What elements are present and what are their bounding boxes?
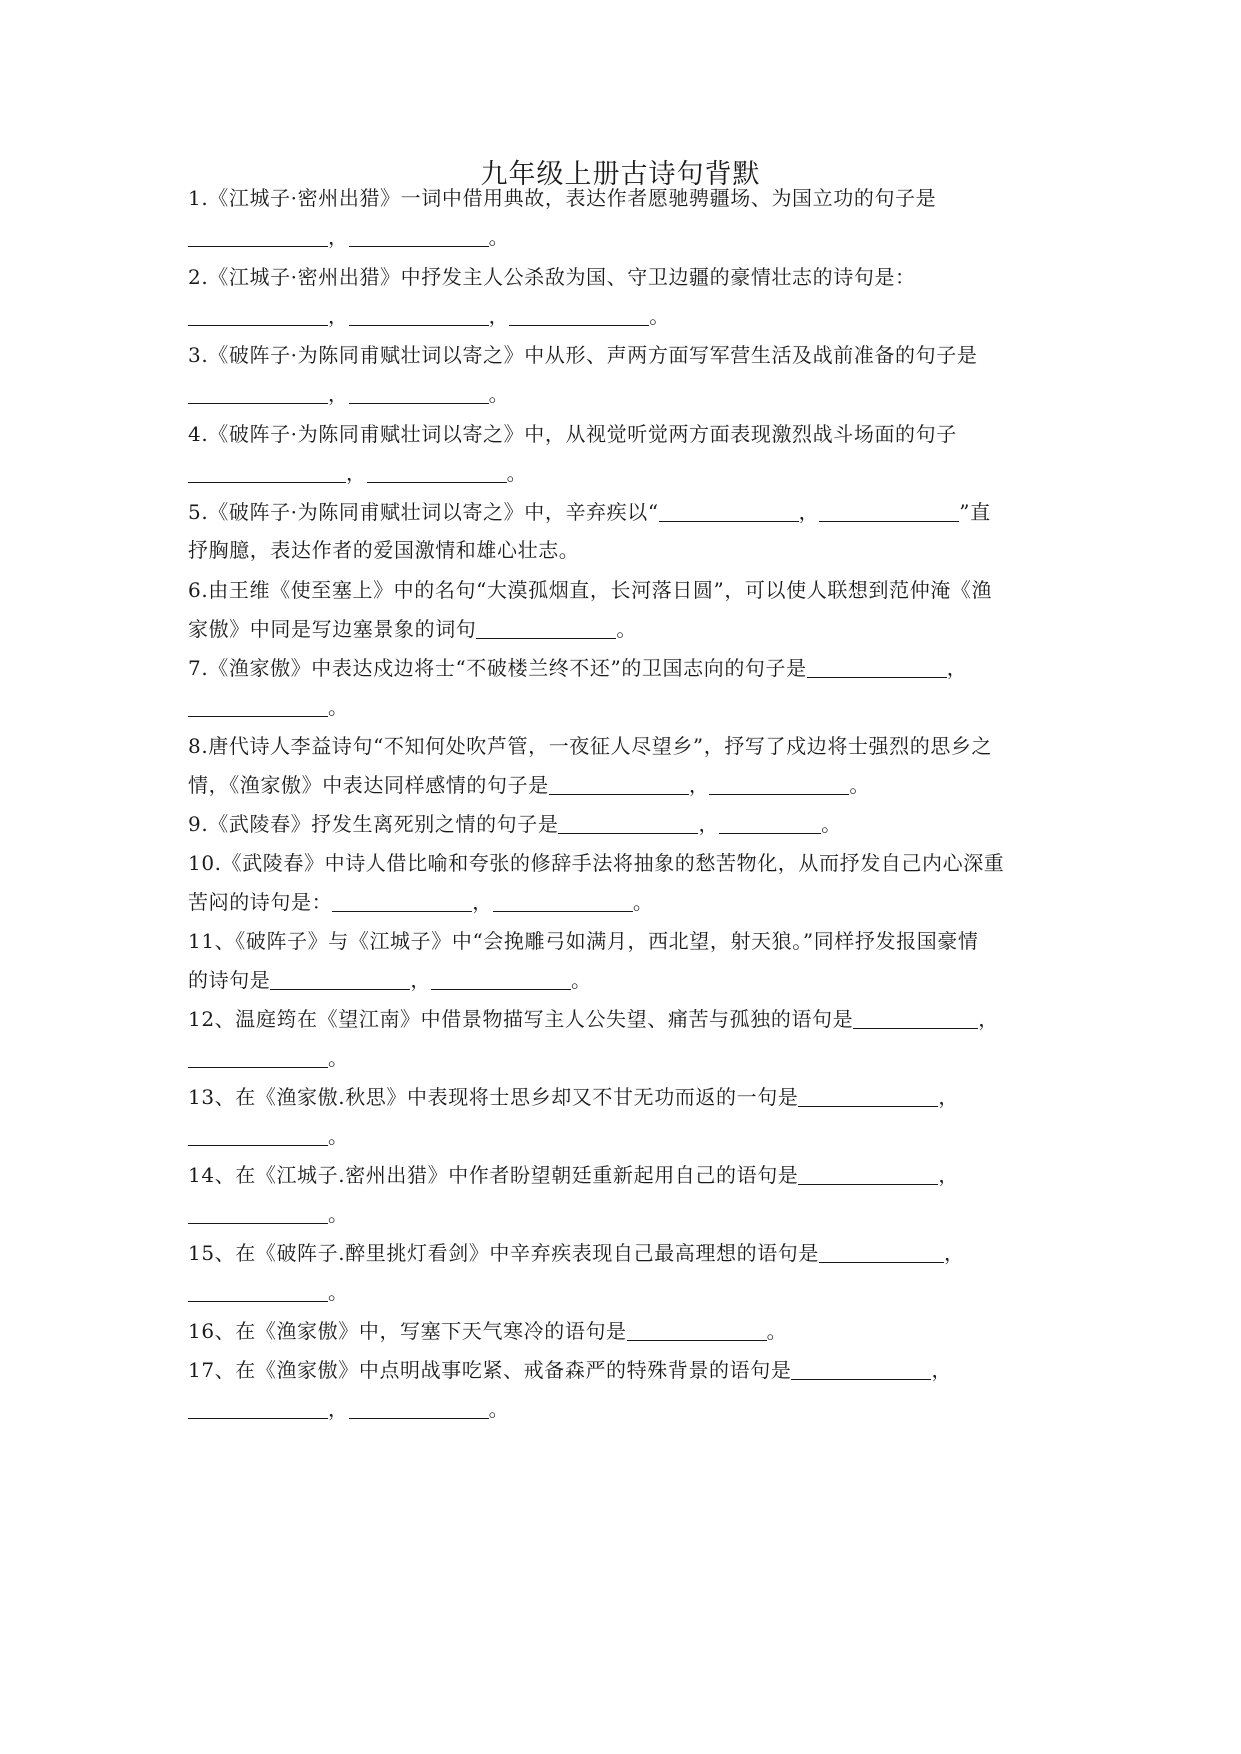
question-16: 16、在《渔家傲》中，写塞下天气寒冷的语句是 。 xyxy=(188,1319,788,1343)
answer-blank[interactable] xyxy=(188,1123,328,1146)
question-8-cont: 情，《渔家傲》中表达同样感情的句子是 ， 。 xyxy=(188,773,871,797)
answer-blank[interactable] xyxy=(709,772,849,795)
answer-line-2: ， ， 。 xyxy=(188,301,1058,331)
question-6-cont: 家傲》中同是写边塞景象的词句 。 xyxy=(188,617,638,641)
answer-blank[interactable] xyxy=(853,1006,978,1029)
question-8: 8.唐代诗人李益诗句“不知何处吹芦管，一夜征人尽望乡”，抒写了戍边将士强烈的思乡之 xyxy=(188,734,993,758)
answer-blank[interactable] xyxy=(188,460,346,483)
answer-blank[interactable] xyxy=(819,1240,944,1263)
question-text: 4.《破阵子·为陈同甫赋壮词以寄之》中，从视觉听觉两方面表现激烈战斗场面的句子 xyxy=(188,422,957,446)
question-text: 3.《破阵子·为陈同甫赋壮词以寄之》中从形、声两方面写军营生活及战前准备的句子是 xyxy=(188,343,978,367)
question-text: 1.《江城子·密州出猎》一词中借用典故，表达作者愿驰骋疆场、为国立功的句子是 xyxy=(188,186,937,210)
question-15: 15、在《破阵子.醉里挑灯看剑》中辛弃疾表现自己最高理想的语句是 ， xyxy=(188,1241,965,1265)
answer-blank[interactable] xyxy=(807,655,947,678)
answer-blank[interactable] xyxy=(188,1396,328,1419)
answer-blank[interactable] xyxy=(819,499,959,522)
answer-line-4: ， 。 xyxy=(188,458,1058,488)
question-text: 2.《江城子·密州出猎》中抒发主人公杀敌为国、守卫边疆的豪情壮志的诗句是： xyxy=(188,265,916,289)
answer-blank[interactable] xyxy=(349,1396,489,1419)
answer-blank[interactable] xyxy=(431,967,571,990)
answer-blank[interactable] xyxy=(476,616,616,639)
question-4 xyxy=(188,419,1058,449)
question-12: 12、温庭筠在《望江南》中借景物描写主人公失望、痛苦与孤独的语句是 ， xyxy=(188,1007,999,1031)
question-10-cont: 苦闷的诗句是： ， 。 xyxy=(188,890,654,914)
answer-blank[interactable] xyxy=(627,1318,767,1341)
answer-line-13: 。 xyxy=(188,1121,1058,1151)
answer-blank[interactable] xyxy=(493,889,633,912)
question-6: 6.由王维《使至塞上》中的名句“大漠孤烟直，长河落日圆”，可以使人联想到范仲淹《渔 xyxy=(188,578,993,602)
question-11-cont: 的诗句是 ， 。 xyxy=(188,968,592,992)
question-7: 7.《渔家傲》中表达戍边将士“不破楼兰终不还”的卫国志向的句子是 ， xyxy=(188,656,968,680)
answer-blank[interactable] xyxy=(798,1162,938,1185)
question-14: 14、在《江城子.密州出猎》中作者盼望朝廷重新起用自己的语句是 ， xyxy=(188,1163,960,1187)
answer-line-15: 。 xyxy=(188,1277,1058,1307)
answer-line-7: 。 xyxy=(188,692,1058,722)
answer-blank[interactable] xyxy=(188,1201,328,1224)
answer-blank[interactable] xyxy=(188,381,328,404)
answer-line-14: 。 xyxy=(188,1199,1058,1229)
question-1 xyxy=(188,183,1058,213)
answer-line-17: ， 。 xyxy=(188,1394,1058,1424)
question-11: 11、《破阵子》与《江城子》中“会挽雕弓如满月，西北望，射天狼。”同样抒发报国豪情 xyxy=(188,929,979,953)
answer-blank[interactable] xyxy=(188,303,328,326)
answer-blank[interactable] xyxy=(349,224,489,247)
answer-blank[interactable] xyxy=(659,499,799,522)
answer-blank[interactable] xyxy=(188,694,328,717)
answer-blank[interactable] xyxy=(558,811,698,834)
answer-blank[interactable] xyxy=(188,1045,328,1068)
question-10: 10.《武陵春》中诗人借比喻和夸张的修辞手法将抽象的愁苦物化，从而抒发自己内心深重 xyxy=(188,851,1005,875)
question-2 xyxy=(188,262,1058,292)
answer-blank[interactable] xyxy=(549,772,689,795)
question-5-cont: 抒胸臆，表达作者的爱国激情和雄心壮志。 xyxy=(188,538,580,562)
answer-blank[interactable] xyxy=(349,381,489,404)
answer-line-3: ， 。 xyxy=(188,379,1058,409)
question-17: 17、在《渔家傲》中点明战事吃紧、戒备森严的特殊背景的语句是 ， xyxy=(188,1358,953,1382)
question-9: 9.《武陵春》抒发生离死别之情的句子是 ， 。 xyxy=(188,812,842,836)
question-13: 13、在《渔家傲.秋思》中表现将士思乡却又不甘无功而返的一句是 ， xyxy=(188,1085,960,1109)
answer-line-1: ， 。 xyxy=(188,222,1058,252)
answer-blank[interactable] xyxy=(791,1357,931,1380)
answer-blank[interactable] xyxy=(719,811,821,834)
answer-blank[interactable] xyxy=(349,303,489,326)
answer-blank[interactable] xyxy=(509,303,649,326)
question-5: 5.《破阵子·为陈同甫赋壮词以寄之》中，辛弃疾以“ ， ”直 xyxy=(188,500,991,524)
question-3 xyxy=(188,340,1058,370)
answer-blank[interactable] xyxy=(367,460,507,483)
answer-blank[interactable] xyxy=(332,889,472,912)
answer-blank[interactable] xyxy=(270,967,410,990)
answer-blank[interactable] xyxy=(188,1279,328,1302)
answer-blank[interactable] xyxy=(188,224,328,247)
answer-line-12: 。 xyxy=(188,1043,1058,1073)
page-title: 九年级上册古诗句背默 xyxy=(480,159,761,190)
answer-blank[interactable] xyxy=(798,1084,938,1107)
